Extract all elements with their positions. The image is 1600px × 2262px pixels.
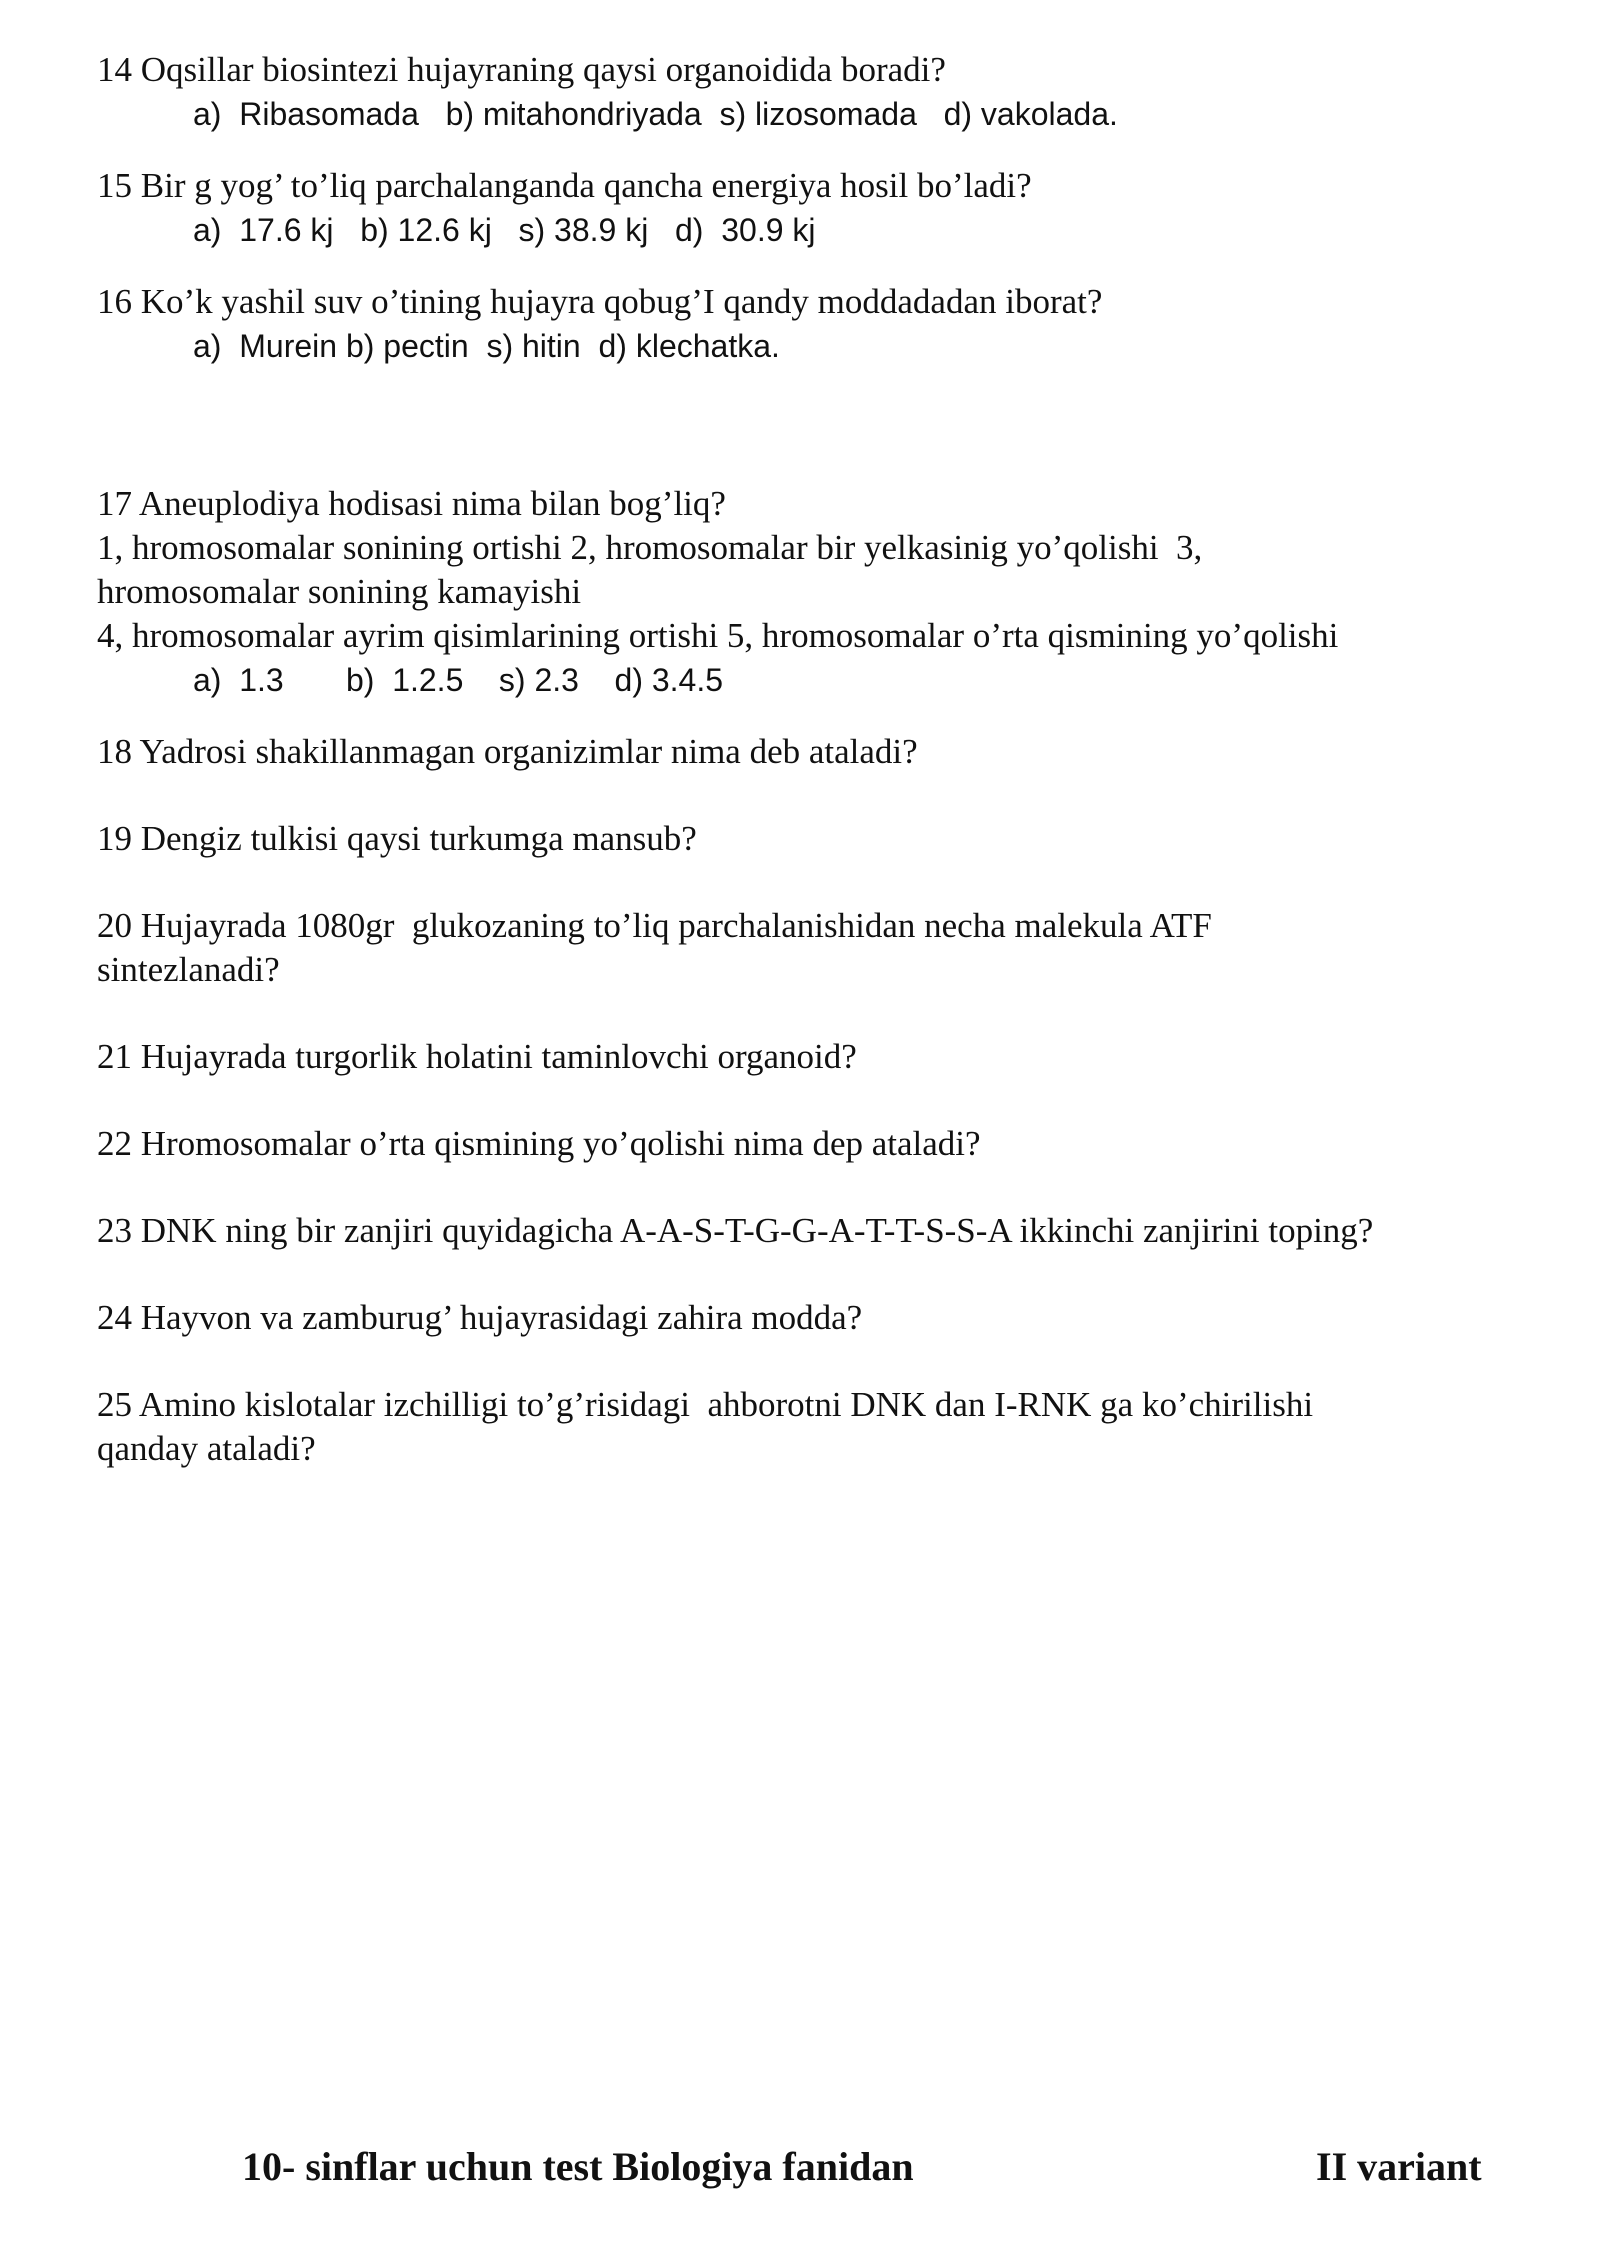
question-15-options: a) 17.6 kj b) 12.6 kj s) 38.9 kj d) 30.9 kj — [193, 212, 816, 248]
question-20-line-2: sintezlanadi? — [97, 950, 280, 989]
footer-title: 10- sinflar uchun test Biologiya fanidan — [242, 2144, 914, 2189]
question-23: 23 DNK ning bir zanjiri quyidagicha A-A-S-T-G-G-A-T-T-S-S-A ikkinchi zanjirini toping? — [97, 1211, 1374, 1250]
question-20-line-1: 20 Hujayrada 1080gr glukozaning to’liq parchalanishidan necha malekula ATF — [97, 906, 1212, 945]
question-15: 15 Bir g yog’ to’liq parchalanganda qancha energiya hosil bo’ladi? — [97, 166, 1032, 205]
question-17: 17 Aneuplodiya hodisasi nima bilan bog’liq? — [97, 484, 726, 523]
footer-variant: II variant — [1316, 2144, 1482, 2189]
question-18: 18 Yadrosi shakillanmagan organizimlar nima deb ataladi? — [97, 732, 918, 771]
question-16: 16 Ko’k yashil suv o’tining hujayra qobug’I qandy moddadadan iborat? — [97, 282, 1103, 321]
question-22: 22 Hromosomalar o’rta qismining yo’qolishi nima dep ataladi? — [97, 1124, 981, 1163]
question-17-options: a) 1.3 b) 1.2.5 s) 2.3 d) 3.4.5 — [193, 662, 724, 698]
question-25-line-2: qanday ataladi? — [97, 1429, 316, 1468]
question-17-line-3: 4, hromosomalar ayrim qisimlarining ortishi 5, hromosomalar o’rta qismining yo’qolishi — [97, 616, 1339, 655]
question-21: 21 Hujayrada turgorlik holatini taminlovchi organoid? — [97, 1037, 857, 1076]
question-25-line-1: 25 Amino kislotalar izchilligi to’g’risidagi ahborotni DNK dan I-RNK ga ko’chirilishi — [97, 1385, 1314, 1424]
question-17-line-2: hromosomalar sonining kamayishi — [97, 572, 582, 611]
question-17-line-1: 1, hromosomalar sonining ortishi 2, hromosomalar bir yelkasinig yo’qolishi 3, — [97, 528, 1203, 567]
question-14-options: a) Ribasomada b) mitahondriyada s) lizosomada d) vakolada. — [193, 96, 1118, 132]
question-14: 14 Oqsillar biosintezi hujayraning qaysi organoidida boradi? — [97, 50, 946, 89]
question-24: 24 Hayvon va zamburug’ hujayrasidagi zahira modda? — [97, 1298, 863, 1337]
question-16-options: a) Murein b) pectin s) hitin d) klechatka. — [193, 328, 780, 364]
question-19: 19 Dengiz tulkisi qaysi turkumga mansub? — [97, 819, 697, 858]
